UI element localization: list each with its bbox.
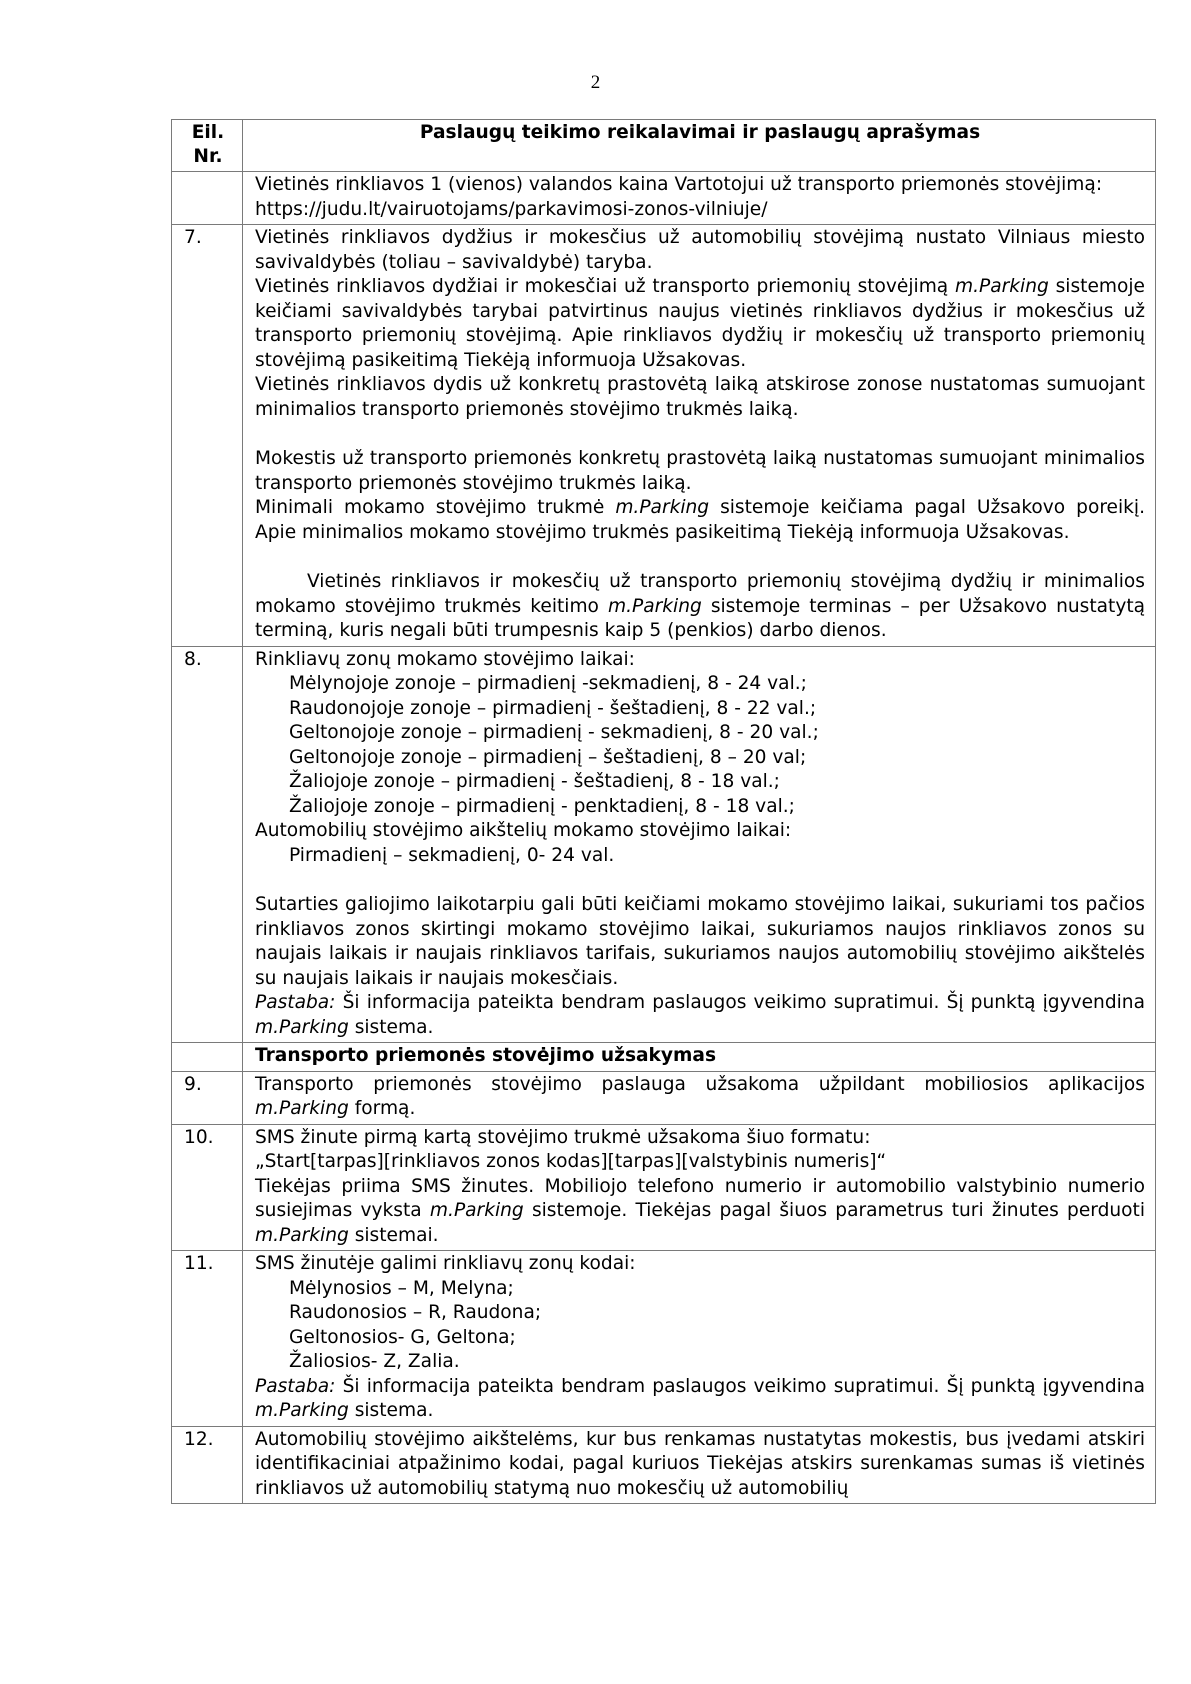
row-number: 12. — [172, 1426, 243, 1504]
table-row — [172, 1071, 1156, 1124]
page-number: 2 — [590, 72, 601, 93]
text: Minimali mokamo stovėjimo trukmė — [255, 497, 616, 518]
mparking-term: m.Parking — [255, 1400, 349, 1421]
text: Ši informacija pateikta bendram paslaugos veikimo supratimui. Šį punktą įgyvendina — [335, 1375, 1145, 1397]
paragraph — [255, 275, 1145, 373]
text: sistemoje keičiama pagal Užsakovo poreikį. Apie minimalios mokamo stovėjimo trukmės pasikeitimą Tiekėją informuoja Užsakovas. — [255, 497, 1146, 543]
list-item: Geltonojoje zonoje – pirmadienį – šeštadienį, 8 – 20 val; — [289, 746, 807, 768]
row-number: 10. — [172, 1124, 243, 1251]
list-item: Geltonosios- G, Geltona; — [289, 1326, 516, 1348]
url-link[interactable]: https://judu.lt/vairuotojams/parkavimosi-zonos-vilniuje/ — [255, 198, 768, 220]
row-number: 8. — [172, 646, 243, 1043]
header-nr-line1: Eil. — [191, 122, 225, 143]
text: sistemoje terminas – per Užsakovo nustatytą terminą, kuris negali būti trumpesnis kaip 5 (penkios) darbo dienos. — [255, 595, 1146, 641]
row-number — [172, 172, 243, 225]
row-number — [172, 1043, 243, 1072]
table-row — [172, 1426, 1156, 1504]
paragraph: Automobilių stovėjimo aikštelėms, kur bus renkamas nustatytas mokestis, bus įvedami atskiri identifikaciniai atpažinimo kodai, pagal kuriuos Tiekėjas atskirs surenkamas sumas iš vietinės rinkliavos už automobilių statymą nuo mokesčių už automobilių — [255, 1428, 1145, 1499]
table-row — [172, 172, 1156, 225]
paragraph: Sutarties galiojimo laikotarpiu gali būti keičiami mokamo stovėjimo laikai, sukuriami tos pačios rinkliavos zonos skirtingi mokamo stovėjimo laikai, sukuriamos naujos rinkliavos zonos su naujais laikais ir naujais rinkliavos tarifais, sukuriamos naujos automobilių stovėjimo aikštelės su naujais laikais ir naujais mokesčiais. — [255, 894, 1145, 989]
section-title: Transporto priemonės stovėjimo užsakymas — [243, 1043, 1156, 1072]
text: Tiekėjas priima SMS žinutes. Mobiliojo telefono numerio ir automobilio valstybinio numerio susiejimas vyksta — [255, 1175, 1145, 1221]
note-label: Pastaba: — [255, 1375, 336, 1397]
text: sistema. — [348, 1400, 434, 1421]
text: sistemoje keičiami savivaldybės tarybai patvirtinus naujus vietinės rinkliavos dydžius ir mokesčius už transporto priemonių stovėjimą. Apie rinkliavos dydžių ir mokesčių už transporto priemonių stovėjimą pasikeitimą Tiekėją informuoja Užsakovas. — [255, 276, 1145, 371]
table-row — [172, 1251, 1156, 1427]
header-item-number — [172, 120, 243, 172]
mparking-term: m.Parking — [607, 595, 702, 617]
table-row — [172, 225, 1156, 647]
paragraph — [255, 1175, 1145, 1249]
paragraph: Mokestis už transporto priemonės konkretų prastovėtą laiką nustatomas sumuojant minimalios transporto priemonės stovėjimo trukmės laiką. — [255, 448, 1145, 494]
header-nr-line2: Nr. — [193, 146, 223, 167]
table-row — [172, 1124, 1156, 1251]
note — [255, 991, 1145, 1040]
requirements-table — [171, 119, 1156, 1504]
row-description — [243, 1426, 1156, 1504]
row-description — [243, 646, 1156, 1043]
text: Ši informacija pateikta bendram paslaugos veikimo supratimui. Šį punktą įgyvendina — [335, 992, 1145, 1013]
list-item: Žaliosios- Z, Zalia. — [289, 1351, 460, 1372]
list-item: Mėlynosios – M, Melyna; — [289, 1277, 514, 1299]
text: Vietinės rinkliavos ir mokesčių už transporto priemonių stovėjimą dydžių ir minimalios mokamo stovėjimo trukmės keitimo — [255, 571, 1145, 617]
text: sistema. — [348, 1016, 434, 1038]
row-number: 11. — [172, 1251, 243, 1427]
paragraph: Automobilių stovėjimo aikštelių mokamo stovėjimo laikai: — [255, 820, 792, 841]
paragraph — [255, 570, 1145, 644]
list-item: Geltonojoje zonoje – pirmadienį - sekmadienį, 8 - 20 val.; — [289, 722, 819, 743]
header-description: Paslaugų teikimo reikalavimai ir paslaugų aprašymas — [243, 120, 1156, 172]
row-description — [243, 172, 1156, 225]
table-header-row — [172, 120, 1156, 172]
text: Transporto priemonės stovėjimo paslauga užsakoma užpildant mobiliosios aplikacijos — [255, 1073, 1145, 1095]
paragraph — [255, 1073, 1145, 1122]
text: sistemai. — [348, 1224, 439, 1246]
table-section-row — [172, 1043, 1156, 1072]
mparking-term: m.Parking — [255, 1224, 349, 1246]
list-item: Pirmadienį – sekmadienį, 0- 24 val. — [289, 844, 615, 866]
sms-format: „Start[tarpas][rinkliavos zonos kodas][tarpas][valstybinis numeris]“ — [255, 1151, 887, 1172]
text: sistemoje. Tiekėjas pagal šiuos parametrus turi žinutes perduoti — [523, 1200, 1145, 1221]
text: formą. — [348, 1098, 416, 1119]
mparking-term: m.Parking — [615, 497, 710, 518]
list-item: Žaliojoje zonoje – pirmadienį - šeštadienį, 8 - 18 val.; — [289, 771, 780, 792]
row-number: 9. — [172, 1071, 243, 1124]
mparking-term: m.Parking — [255, 1016, 349, 1038]
list-item: Raudonojoje zonoje – pirmadienį - šeštadienį, 8 - 22 val.; — [289, 697, 817, 719]
mparking-term: m.Parking — [955, 276, 1049, 297]
list-item: Raudonosios – R, Raudona; — [289, 1302, 542, 1323]
paragraph: Vietinės rinkliavos dydžius ir mokesčius už automobilių stovėjimą nustato Vilniaus miesto savivaldybės (toliau – savivaldybė) taryba. — [255, 227, 1145, 273]
paragraph: Rinkliavų zonų mokamo stovėjimo laikai: — [255, 648, 635, 670]
row-description — [243, 1124, 1156, 1251]
paragraph — [255, 496, 1145, 545]
mparking-term: m.Parking — [255, 1098, 349, 1119]
row-description — [243, 225, 1156, 647]
list-item: Mėlynojoje zonoje – pirmadienį -sekmadienį, 8 - 24 val.; — [289, 673, 807, 694]
text: Vietinės rinkliavos dydžiai ir mokesčiai už transporto priemonių stovėjimą — [255, 276, 956, 297]
paragraph: SMS žinutėje galimi rinkliavų zonų kodai: — [255, 1253, 636, 1274]
list-item: Žaliojoje zonoje – pirmadienį - penktadienį, 8 - 18 val.; — [289, 795, 795, 817]
mparking-term: m.Parking — [429, 1200, 524, 1221]
row-number: 7. — [172, 225, 243, 647]
note — [255, 1375, 1145, 1424]
table-row — [172, 646, 1156, 1043]
paragraph: SMS žinute pirmą kartą stovėjimo trukmė užsakoma šiuo formatu: — [255, 1126, 871, 1148]
paragraph: Vietinės rinkliavos dydis už konkretų prastovėtą laiką atskirose zonose nustatomas sumuojant minimalios transporto priemonės stovėjimo trukmės laiką. — [255, 374, 1145, 420]
row-description — [243, 1071, 1156, 1124]
note-label: Pastaba: — [255, 992, 336, 1013]
paragraph: Vietinės rinkliavos 1 (vienos) valandos kaina Vartotojui už transporto priemonės stovėjimą: — [255, 174, 1103, 195]
row-description — [243, 1251, 1156, 1427]
